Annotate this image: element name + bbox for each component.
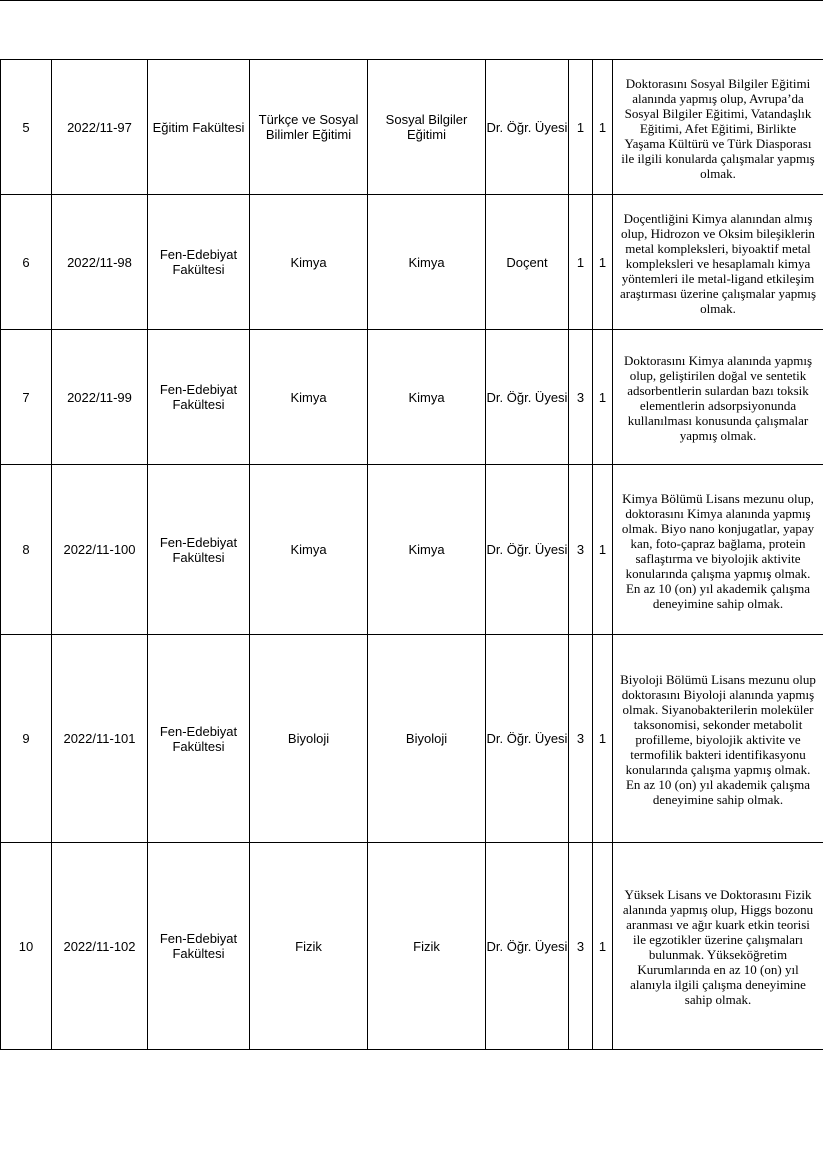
program-cell: Kimya bbox=[368, 195, 486, 330]
title-cell: Dr. Öğr. Üyesi bbox=[486, 843, 569, 1050]
title-cell: Dr. Öğr. Üyesi bbox=[486, 330, 569, 465]
row-number: 5 bbox=[1, 60, 52, 195]
count2-cell: 1 bbox=[593, 843, 613, 1050]
positions-table bbox=[0, 59, 823, 1050]
announcement-code: 2022/11-101 bbox=[52, 635, 148, 843]
row-number: 8 bbox=[1, 465, 52, 635]
title-cell: Dr. Öğr. Üyesi bbox=[486, 60, 569, 195]
row-number: 10 bbox=[1, 843, 52, 1050]
title-cell: Dr. Öğr. Üyesi bbox=[486, 465, 569, 635]
faculty-cell: Fen-Edebiyat Fakültesi bbox=[148, 635, 250, 843]
count-cell: 3 bbox=[569, 465, 593, 635]
department-cell: Biyoloji bbox=[250, 635, 368, 843]
count2-cell: 1 bbox=[593, 465, 613, 635]
department-cell: Kimya bbox=[250, 465, 368, 635]
description-cell: Yüksek Lisans ve Doktorasını Fizik alanında yapmış olup, Higgs bozonu aranması ve ağır kuark etkin teorisi ile egzotikler üzerine çalışmaları bulunmak. Yükseköğretim Kurumlarında en az 10 (on) yıl alanıyla ilgili çalışma deneyimine sahip olmak. bbox=[613, 843, 823, 1050]
announcement-code: 2022/11-100 bbox=[52, 465, 148, 635]
description-cell: Doçentliğini Kimya alanından almış olup, Hidrozon ve Oksim bileşiklerin metal kompleksleri, biyoaktif metal kompleksleri ve hesaplamalı kimya yöntemleri ile metal-ligand etkileşim araştırması üzerine çalışmalar yapmış olmak. bbox=[613, 195, 823, 330]
table-row bbox=[1, 465, 823, 635]
program-cell: Fizik bbox=[368, 843, 486, 1050]
count2-cell: 1 bbox=[593, 195, 613, 330]
row-number: 9 bbox=[1, 635, 52, 843]
announcement-code: 2022/11-97 bbox=[52, 60, 148, 195]
description-cell: Biyoloji Bölümü Lisans mezunu olup doktorasını Biyoloji alanında yapmış olmak. Siyanobakterilerin moleküler taksonomisi, sekonder metabolit profilleme, biyolojik aktivite ve termofilik bakteri identifikasyonu konularında çalışma yapmış olmak. En az 10 (on) yıl akademik çalışma deneyimine sahip olmak. bbox=[613, 635, 823, 843]
description-cell: Kimya Bölümü Lisans mezunu olup, doktorasını Kimya alanında yapmış olmak. Biyo nano konjugatlar, yapay kan, foto-çapraz bağlama, protein saflaştırma ve biyolojik aktivite konularında çalışma yapmış olmak. En az 10 (on) yıl akademik çalışma deneyimine sahip olmak. bbox=[613, 465, 823, 635]
row-number: 6 bbox=[1, 195, 52, 330]
table-row bbox=[1, 330, 823, 465]
department-cell: Kimya bbox=[250, 195, 368, 330]
table-row bbox=[1, 60, 823, 195]
department-cell: Fizik bbox=[250, 843, 368, 1050]
top-rule bbox=[0, 0, 823, 1]
program-cell: Kimya bbox=[368, 330, 486, 465]
faculty-cell: Fen-Edebiyat Fakültesi bbox=[148, 195, 250, 330]
program-cell: Sosyal Bilgiler Eğitimi bbox=[368, 60, 486, 195]
announcement-code: 2022/11-102 bbox=[52, 843, 148, 1050]
title-cell: Doçent bbox=[486, 195, 569, 330]
faculty-cell: Eğitim Fakültesi bbox=[148, 60, 250, 195]
department-cell: Kimya bbox=[250, 330, 368, 465]
description-cell: Doktorasını Kimya alanında yapmış olup, geliştirilen doğal ve sentetik adsorbentlerin sulardan bazı toksik elementlerin adsorpsiyonunda kullanılması konusunda çalışmalar yapmış olmak. bbox=[613, 330, 823, 465]
table-row bbox=[1, 635, 823, 843]
faculty-cell: Fen-Edebiyat Fakültesi bbox=[148, 330, 250, 465]
count-cell: 1 bbox=[569, 195, 593, 330]
count-cell: 3 bbox=[569, 330, 593, 465]
faculty-cell: Fen-Edebiyat Fakültesi bbox=[148, 465, 250, 635]
program-cell: Biyoloji bbox=[368, 635, 486, 843]
faculty-cell: Fen-Edebiyat Fakültesi bbox=[148, 843, 250, 1050]
count2-cell: 1 bbox=[593, 635, 613, 843]
department-cell: Türkçe ve Sosyal Bilimler Eğitimi bbox=[250, 60, 368, 195]
count-cell: 3 bbox=[569, 843, 593, 1050]
announcement-code: 2022/11-99 bbox=[52, 330, 148, 465]
table-row bbox=[1, 195, 823, 330]
count2-cell: 1 bbox=[593, 330, 613, 465]
description-cell: Doktorasını Sosyal Bilgiler Eğitimi alanında yapmış olup, Avrupa’da Sosyal Bilgiler Eğitimi, Vatandaşlık Eğitimi, Afet Eğitimi, Birlikte Yaşama Kültürü ve Türk Diasporası ile ilgili konularda çalışmalar yapmış olmak. bbox=[613, 60, 823, 195]
title-cell: Dr. Öğr. Üyesi bbox=[486, 635, 569, 843]
count-cell: 3 bbox=[569, 635, 593, 843]
count2-cell: 1 bbox=[593, 60, 613, 195]
table-row bbox=[1, 843, 823, 1050]
program-cell: Kimya bbox=[368, 465, 486, 635]
row-number: 7 bbox=[1, 330, 52, 465]
count-cell: 1 bbox=[569, 60, 593, 195]
announcement-code: 2022/11-98 bbox=[52, 195, 148, 330]
